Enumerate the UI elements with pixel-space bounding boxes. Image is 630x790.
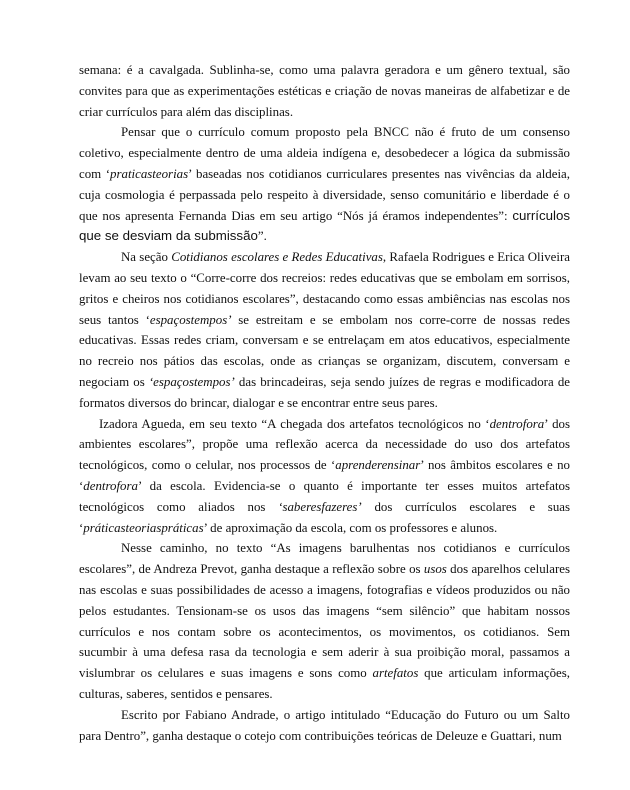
italic-term: ‘espaçostempos’ (148, 374, 235, 389)
italic-term: praticasteorias (110, 166, 189, 181)
text-segment: Na seção (121, 250, 172, 265)
body-paragraph (79, 538, 570, 704)
italic-term: dentrofora (489, 416, 545, 431)
body-paragraph (79, 60, 570, 122)
text-segment: das brincadeiras, seja sendo juízes de regras e modificadora de formatos diversos do brincar, dialogar e se encontrar entre seus pares. (79, 374, 570, 410)
text-segment: ’ baseadas nos cotidianos curriculares presentes nas vivências da aldeia, cuja cosmologia é perpassada pelo respeito à diversidade, senso comunitário e liberdade é o que nos apresenta Fernanda Dias em seu artigo “Nós já éramos independentes”: (79, 166, 570, 223)
text-segment: Nesse caminho, no texto “As imagens barulhentas nos cotidianos e currículos escolares”, de Andreza Prevot, ganha destaque a reflexão sobre os (79, 541, 570, 577)
body-paragraph (79, 247, 570, 413)
text-segment: ’ de aproximação da escola, com os professores e alunos. (203, 520, 498, 535)
italic-term: Cotidianos escolares e Redes Educativas (171, 250, 383, 265)
text-segment: dos currículos escolares e suas ‘ (79, 499, 570, 535)
italic-term: práticasteoriaspráticas (83, 520, 204, 535)
italic-term: dentrofora (83, 478, 138, 493)
text-segment: Escrito por Fabiano Andrade, o artigo intitulado “Educação do Futuro ou um Salto para Dentro”, ganha destaque o cotejo com contribuições teóricas de Deleuze e Guattari, num (79, 707, 570, 743)
body-paragraph (79, 414, 570, 539)
text-segment: ’ dos ambientes escolares”, propõe uma reflexão acerca da necessidade do uso dos artefatos tecnológicos, como o celular, nos processos de ‘ (79, 416, 570, 473)
text-segment: ’ da escola. Evidencia-se o quanto é importante ter esses muitos artefatos tecnológicos como aliados nos (79, 478, 570, 514)
text-segment: dos aparelhos celulares nas escolas e suas possibilidades de acesso a imagens, fotografias e vídeos produzidos ou não pelos estudantes. Tensionam-se os usos das imagens “sem silêncio” que habitam nossos currículos e nos contam sobre os acontecimentos, os movimentos, os cotidianos. Sem sucumbir à uma defesa rasa da tecnologia e sem aderir à sua proibição moral, passamos a vislumbrar os celulares e suas imagens e sons como (79, 562, 570, 681)
body-paragraph (79, 705, 570, 747)
text-segment: semana: é a cavalgada. Sublinha-se, como uma palavra geradora e um gênero textual, são convites para que as experimentações estéticas e criação de novas maneiras de alfabetizar e de criar currículos para além das disciplinas. (79, 63, 570, 119)
text-segment: Pensar que o currículo comum proposto pela BNCC não é fruto de um consenso coletivo, especialmente dentro de uma aldeia indígena e, desobedecer a lógica da submissão com ‘ (79, 125, 570, 181)
italic-term: espaçostempos’ (149, 312, 232, 327)
italic-term: usos (423, 562, 447, 577)
text-segment: que articulam informações, culturas, saberes, sentidos e pensares. (79, 666, 570, 701)
body-paragraph (79, 122, 570, 247)
text-segment: , Rafaela Rodrigues e Erica Oliveira levam ao seu texto o “Corre-corre dos recreios: redes educativas que se embolam em sorrisos, gritos e cheiros nos cotidianos escolares”, destacando como essas ambiências nas escolas nos seus tantos ‘ (79, 250, 570, 327)
italic-term: artefatos (372, 666, 419, 681)
italic-term: ‘saberesfazeres’ (278, 499, 362, 514)
text-segment: ”. (257, 229, 267, 244)
italic-term: aprenderensinar (335, 458, 421, 473)
text-segment: Izadora Agueda, em seu texto “A chegada dos artefatos tecnológicos no ‘ (99, 416, 490, 431)
text-segment: ’ nos âmbitos escolares e no ‘ (79, 458, 570, 493)
text-segment: se estreitam e se embolam nos corre-corre de nossas redes educativas. Essas redes criam, conversam e se entrelaçam em atos educativos, especialmente no recreio nos pátios das escolas, onde as crianças se organizam, discutem, conversam e negociam os (79, 312, 571, 389)
text-segment: currículos que se desviam da submissão (79, 207, 570, 244)
